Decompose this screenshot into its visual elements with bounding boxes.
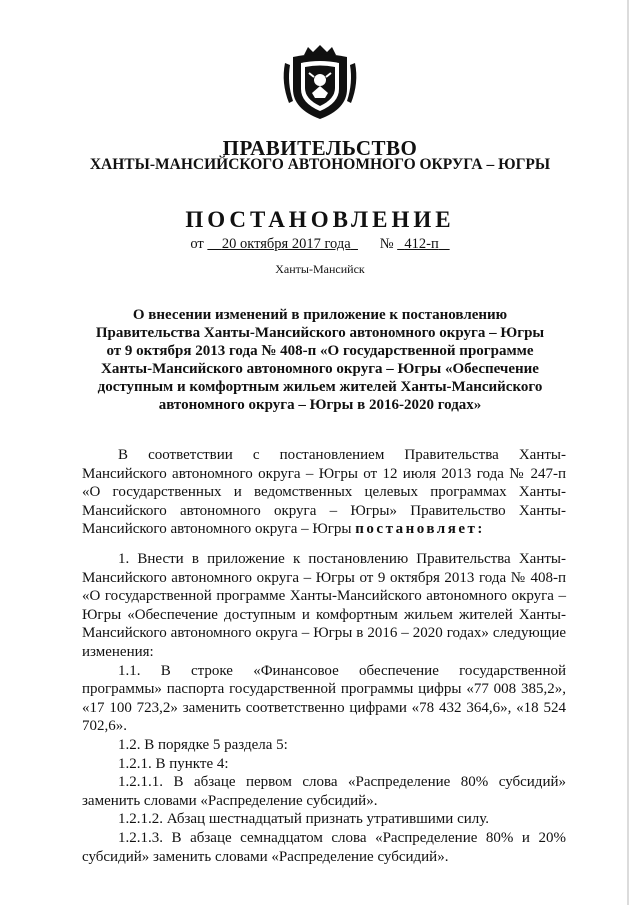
decree-paragraph: 1.2.1. В пункте 4: <box>118 755 229 772</box>
decree-paragraph: 1.2.1.2. Абзац шестнадцатый признать утратившими силу. <box>118 811 489 828</box>
intro-text: В соответствии с постановлением Правительства Ханты-Мансийского автономного округа – Югры от 12 июля 2013 года № 247-п «О государственных и ведомственных целевых программах Ханты-Мансийского автономного округа – Югры» Правительство Ханты-Мансийского автономного округа – Югры <box>82 447 566 538</box>
subject-line: автономного округа – Югры в 2016-2020 годах» <box>158 397 482 413</box>
coat-of-arms-icon <box>279 43 361 121</box>
decree-subject <box>80 306 560 414</box>
number-prefix: № <box>379 236 394 252</box>
decree-paragraph: 1.2.1.1. В абзаце первом слова «Распределение 80% субсидий» заменить словами «Распределение субсидий». <box>82 774 566 809</box>
decree-items <box>82 550 566 866</box>
resolves-word: постановляет: <box>355 521 485 538</box>
decree-dateline <box>0 236 640 253</box>
subject-line: О внесении изменений в приложение к постановлению <box>132 307 508 323</box>
decree-paragraph: 1. Внести в приложение к постановлению Правительства Ханты-Мансийского автономного округа – Югры от 9 октября 2013 года № 408-п «О государственной программе Ханты-Мансийского автономного округа – Югры «Обеспечение доступным и комфортным жильем жителей Ханты-Мансийского автономного округа – Югры в 2016 – 2020 годах» следующие изменения: <box>82 551 566 660</box>
subject-line: доступным и комфортным жильем жителей Ханты-Мансийского <box>97 379 543 395</box>
government-title: ПРАВИТЕЛЬСТВО <box>222 136 418 160</box>
region-title: ХАНТЫ-МАНСИЙСКОГО АВТОНОМНОГО ОКРУГА – ЮГРЫ <box>89 156 551 173</box>
decree-number: 412-п <box>404 236 439 252</box>
subject-line: Ханты-Мансийского автономного округа – Югры «Обеспечение <box>101 361 539 377</box>
decree-paragraph: 1.1. В строке «Финансовое обеспечение государственной программы» паспорта государственной программы цифры «77 008 385,2», «17 100 723,2» заменить соответственно цифрами «78 432 364,6», «18 524 702,6». <box>82 662 566 735</box>
subject-line: от 9 октября 2013 года № 408-п «О государственной программе <box>106 343 534 359</box>
intro-paragraph <box>82 446 566 539</box>
decree-title: ПОСТАНОВЛЕНИЕ <box>185 207 455 232</box>
decree-date: 20 октября 2017 года <box>221 236 351 252</box>
date-prefix: от <box>190 236 204 252</box>
decree-paragraph: 1.2. В порядке 5 раздела 5: <box>118 736 288 753</box>
decree-paragraph: 1.2.1.3. В абзаце семнадцатом слова «Распределение 80% и 20% субсидий» заменить словами «Распределение субсидий». <box>82 829 566 865</box>
subject-line: Правительства Ханты-Мансийского автономного округа – Югры <box>95 325 545 341</box>
decree-city: Ханты-Мансийск <box>275 262 365 276</box>
scan-edge <box>627 0 629 905</box>
